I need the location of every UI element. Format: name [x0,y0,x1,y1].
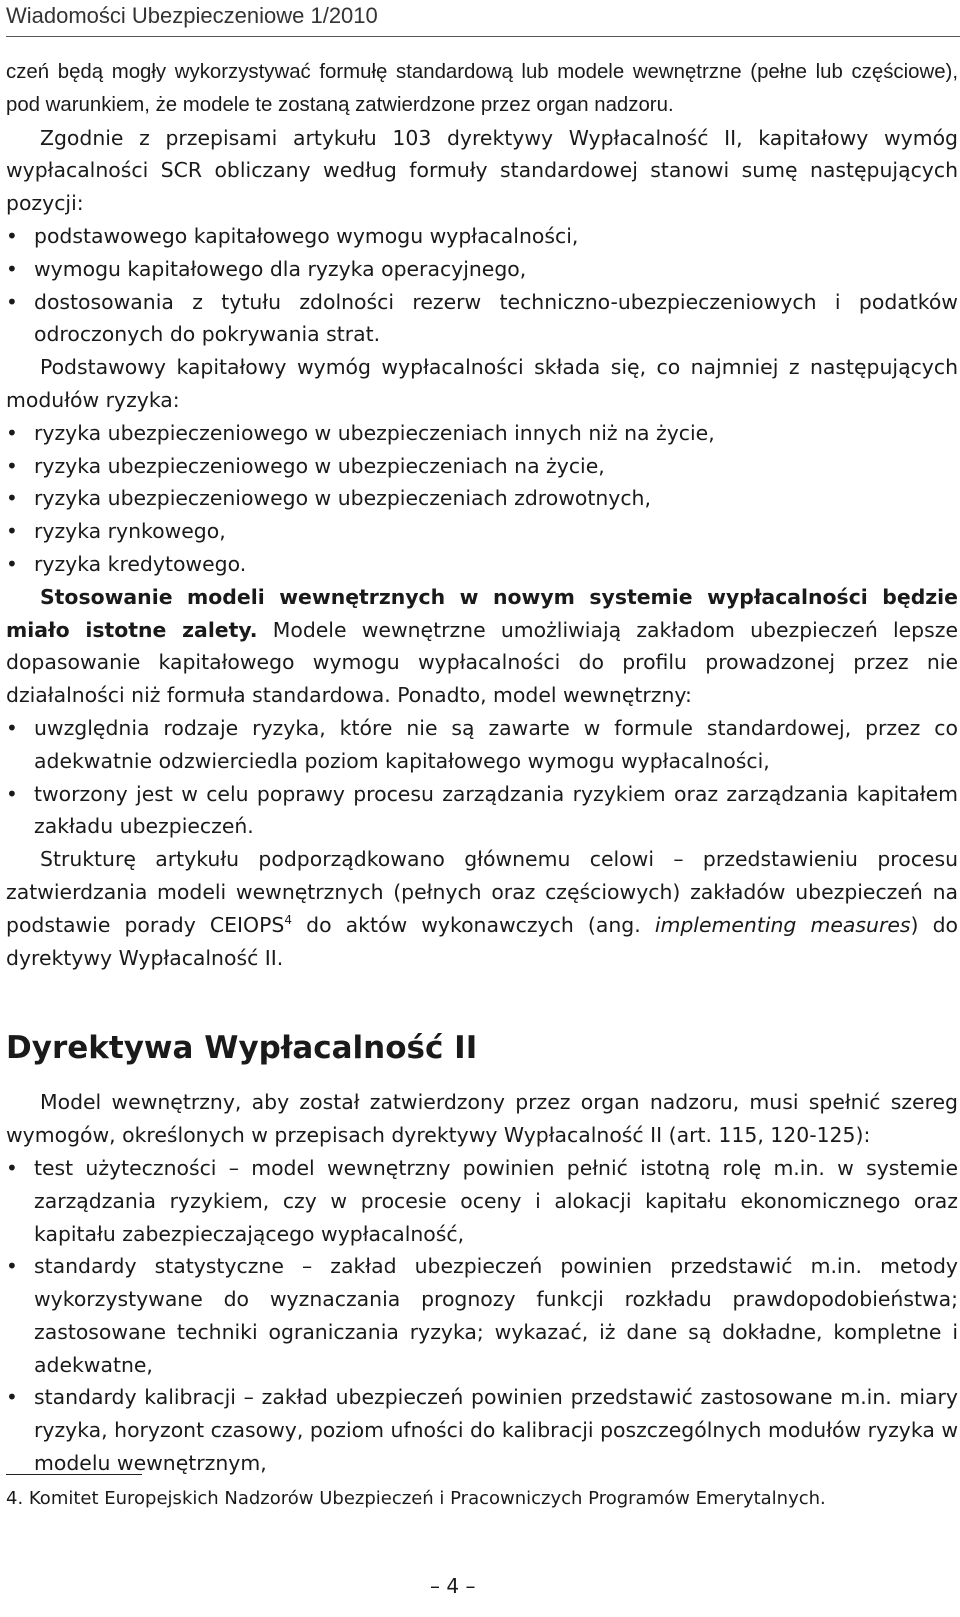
list-item: • tworzony jest w celu poprawy procesu zarządzania ryzykiem oraz zarządzania kapitałem zakładu ubezpieczeń. [6,778,958,844]
paragraph-bscr: Podstawowy kapitałowy wymóg wypłacalności składa się, co najmniej z następujących modułów ryzyka: [6,355,958,412]
bold-lead-sentence: Stosowanie modeli wewnętrznych w nowym systemie wypłacalności będzie miało istotne zalety. [6,584,958,642]
list-item: • wymogu kapitałowego dla ryzyka operacyjnego, [6,253,958,286]
list-item: • ryzyka rynkowego, [6,515,958,548]
paragraph-requirements: Model wewnętrzny, aby został zatwierdzony przez organ nadzoru, musi spełnić szereg wymogów, określonych w przepisach dyrektywy Wypłacalność II (art. 115, 120-125): [6,1090,958,1148]
paragraph-text: ) do dyrektywy Wypłacalność II. [6,912,959,970]
page-number: – 4 – [430,1574,476,1598]
article-body [6,56,958,1480]
list-item: • podstawowego kapitałowego wymogu wypłacalności, [6,220,958,253]
list-item: • uwzględnia rodzaje ryzyka, które nie są zawarte w formule standardowej, przez co adekwatnie odzwierciedla poziom kapitałowego wymogu wypłacalności, [6,712,958,778]
paragraph-internal-models [6,581,958,712]
list-item: • ryzyka ubezpieczeniowego w ubezpieczeniach innych niż na życie, [6,417,958,450]
scr-components-list [6,220,958,351]
journal-title: Wiadomości Ubezpieczeniowe 1/2010 [6,3,378,28]
requirements-list [6,1152,958,1480]
list-item: • dostosowania z tytułu zdolności rezerw techniczno-ubezpieczeniowych i podatków odroczonych do pokrywania strat. [6,286,958,352]
list-item: • ryzyka ubezpieczeniowego w ubezpieczeniach zdrowotnych, [6,482,958,515]
paragraph-text: Strukturę artykułu podporządkowano głównemu celowi – przedstawieniu procesu zatwierdzania modeli wewnętrznych (pełnych oraz częściowych) zakładów ubezpieczeń na podstawie porady CEIOPS [6,847,958,937]
paragraph-article-structure [6,843,958,974]
list-item: • ryzyka kredytowego. [6,548,958,581]
paragraph-text: do aktów wykonawczych (ang. [292,912,655,937]
list-item: • ryzyka ubezpieczeniowego w ubezpieczeniach na życie, [6,450,958,483]
internal-model-features-list [6,712,958,843]
footnote: 4. Komitet Europejskich Nadzorów Ubezpieczeń i Pracowniczych Programów Emerytalnych. [6,1488,826,1509]
list-item: • test użyteczności – model wewnętrzny powinien pełnić istotną rolę m.in. w systemie zarządzania ryzykiem, czy w procesie oceny i alokacji kapitału ekonomicznego oraz kapitału zabezpieczającego wypłacalność, [6,1152,958,1250]
paragraph-text: Modele wewnętrzne umożliwiają zakładom ubezpieczeń lepsze dopasowanie kapitałowego wymogu wypłacalności do profilu prowadzonej przez nie działalności niż formuła standardowa. Ponadto, model wewnętrzny: [6,617,958,708]
footnote-divider [6,1474,142,1475]
section-heading: Dyrektywa Wypłacalność II [6,1030,478,1067]
italic-term: implementing measures [654,912,911,937]
footnote-ref: 4 [284,912,292,927]
paragraph-scr-definition: Zgodnie z przepisami artykułu 103 dyrektywy Wypłacalność II, kapitałowy wymóg wypłacalności SCR obliczany według formuły standardowej stanowi sumę następujących pozycji: [6,125,958,216]
list-item: • standardy kalibracji – zakład ubezpieczeń powinien przedstawić zastosowane m.in. miary ryzyka, horyzont czasowy, poziom ufności do kalibracji poszczególnych modułów ryzyka w modelu wewnętrznym, [6,1381,958,1479]
paragraph-continued: czeń będą mogły wykorzystywać formułę standardową lub modele wewnętrzne (pełne lub częściowe), pod warunkiem, że modele te zostaną zatwierdzone przez organ nadzoru. [6,61,958,116]
running-header [6,0,960,37]
list-item: • standardy statystyczne – zakład ubezpieczeń powinien przedstawić m.in. metody wykorzystywane do wyznaczania prognozy funkcji rozkładu prawdopodobieństwa; zastosowane techniki ograniczania ryzyka; wykazać, iż dane są dokładne, kompletne i adekwatne, [6,1250,958,1381]
risk-modules-list [6,417,958,581]
